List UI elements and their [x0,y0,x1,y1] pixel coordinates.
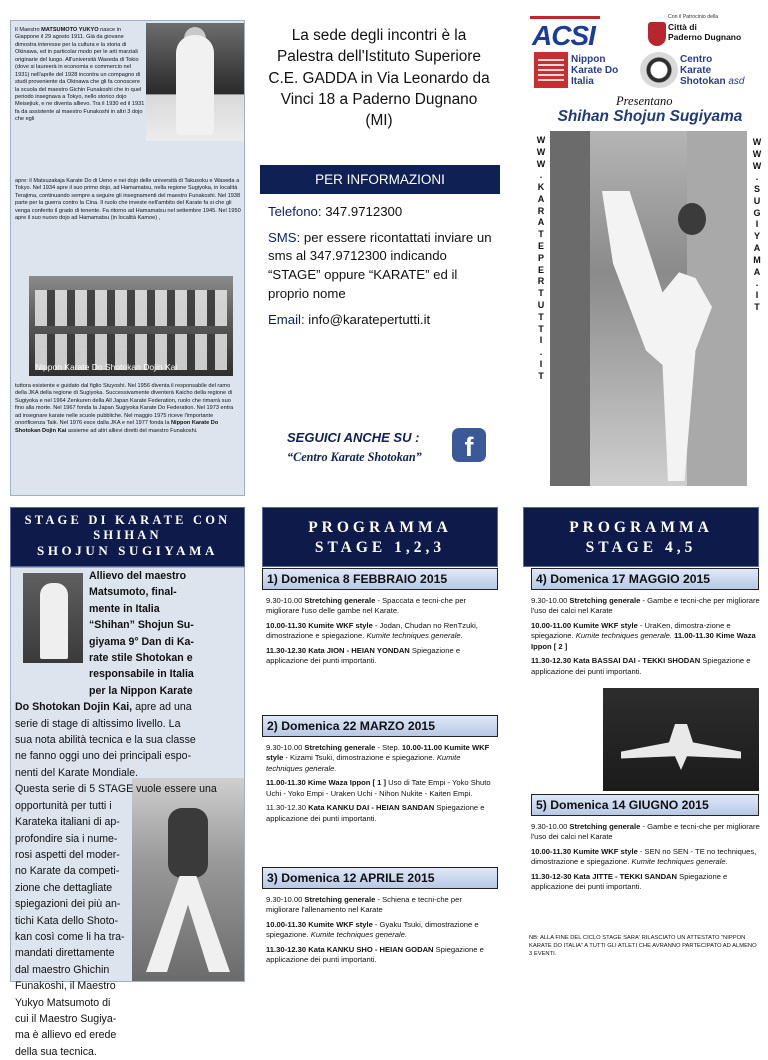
session-line: 11.30-12.30 Kata BASSAI DAI - TEKKI SHODAN Spiegazione e applicazione dei punti importanti. [531,656,751,676]
sms-label: SMS: [268,229,301,245]
program-header-title: PROGRAMMA [308,519,452,536]
intro-line: ne fanno oggi uno dei principali espo- [15,750,192,763]
session-line: 9.30-10.00 Stretching generale - Schiena e tecni-che per migliorare l'allenamento nel Karate [266,895,462,915]
intro-line: Allievo del maestro [89,570,187,582]
session-line: 9.30-10.00 Stretching generale - Gambe e tecni-che per migliorare l'uso dei calci nel Karate [531,822,760,842]
session-line: 10.00-11.30 Kumite WKF style - Gyaku Tsuki, dimostrazione e spiegazione. Kumite techniques generale. [266,919,479,940]
intro-line: nenti del Karate Mondiale. [15,766,139,779]
intro-line: dal maestro Ghichin [15,963,110,976]
stage-5-title: 5) Domenica 14 GIUGNO 2015 [531,794,759,816]
nippon-karate-name: Nippon Karate Do Italia [571,54,619,88]
phone-number[interactable]: 347.9712300 [321,204,403,219]
intro-line: rate stile Shotokan e [89,652,193,665]
session-line: 9.30-10.00 Stretching generale - Gambe e tecni-che per migliorare l'uso dei calci nel Karate [531,596,760,616]
stage-3-sessions [266,895,494,970]
group-photo-caption: Nippon Karate Do Shotokan Dojin Kai [35,362,178,372]
centro-karate-name: Centro Karate Shotokan asd [680,54,745,88]
vertical-url-right[interactable]: W W W . S U G I Y A M A . I T [752,137,762,312]
venue-text: La sede degli incontri è la Palestra dell'Istituto Superiore C.E. GADDA in Via Leonardo da Vinci 18 a Paderno Dugnano (MI) [268,27,490,129]
city-name: Città di Paderno Dugnano [668,22,742,42]
intro-line: responsabile in Italia [89,668,194,681]
session-line: 11.30-12.30 Kata KANKU SHO - HEIAN GODAN Spiegazione e applicazione dei punti importanti. [266,944,484,965]
intro-panel [10,567,245,1058]
intro-header [10,507,245,567]
intro-line: Matsumoto, final- [89,586,177,599]
session-line: 11.30-12-30 Kata JITTE - TEKKI SANDAN Spiegazione e applicazione dei punti importanti. [531,871,728,892]
acsi-logo: ACSI [530,14,600,48]
stage-2-title: 2) Domenica 22 MARZO 2015 [262,715,498,737]
program-header-stages: STAGE 4,5 [585,539,697,556]
session-line: 10.00-11.30 Kumite WKF style - Jodan, Chudan no RenTzuki, dimostrazione e spiegazione. Kumite techniques generale. [266,620,478,641]
intro-line: no Karate da competi- [15,865,120,878]
high-kick-photo [550,131,747,486]
intro-line: Karateka italiani di ap- [15,816,120,829]
city-crest-icon [648,22,666,46]
nippon-karate-logo [534,52,568,88]
intro-line: tichi Kata dello Shoto- [15,914,119,927]
vertical-url-left[interactable]: W W W . K A R A T E P E R T U T T I . I T [536,135,546,381]
intro-line: mente in Italia [89,602,160,615]
shihan-title: Shihan Shojun Sugiyama [557,108,743,125]
matsumoto-portrait-photo [146,23,244,141]
session-line: 10.00-11.30 Kumite WKF style - SEN no SEN - TE no techniques, dimostrazione e spiegazione. Kumite techniques generale. [531,846,757,867]
stage-2-sessions [266,743,494,828]
presentano-label: Presentano [616,94,673,108]
intro-line: serie di stage di altissimo livello. La [15,717,181,730]
session-line: 9.30-10.00 Stretching generale - Spaccata e tecni-che per migliorare l'uso delle gambe nel Karate. [266,596,467,616]
stage-5-sessions [531,822,763,897]
session-line: 11.30-12.30 Kata KANKU DAI - HEIAN SANDAN Spiegazione e applicazione dei punti importanti. [266,803,485,823]
intro-line: cui il Maestro Sugiya- [15,1012,117,1025]
intro-line: per la Nippon Karate [89,684,193,697]
program-header-stage-4-5 [523,507,759,567]
intro-header-line-2: SHIHAN [93,528,162,542]
stage-1-sessions [266,596,494,671]
intro-line: sua nota abilità tecnica e la sua classe [15,734,196,747]
centro-karate-logo [640,52,678,88]
stage-1-title: 1) Domenica 8 FEBBRAIO 2015 [262,568,498,590]
intro-line: Questa serie di 5 STAGE vuole essere una [15,783,217,796]
stage-4-title: 4) Domenica 17 MAGGIO 2015 [531,568,759,590]
program-header-stages: STAGE 1,2,3 [314,539,446,556]
program-header-title: PROGRAMMA [569,519,713,536]
bio-panel [10,20,245,496]
intro-line: spiegazioni dei più an- [15,898,121,911]
bio-paragraph-1: Il Maestro MATSUMOTO YUKYO nasce in Giappone il 29 agosto 1911. Già da giovane dimostra interesse per la cultura e la storia di Okinawa, ed in particolar modo per le arti marziali originarie del luogo. All'università Waseda di Tokio (dove si laureerà in economia e commercio nel 1931) nell'aprile del 1928 incontra un compagno di studi proveniente da Okinawa che gli fa conoscere la scuola del maestro Gichin Funakoshi che in quel periodo insegnava a Tokyo, nello storico dojo Meisejiuk, e ne diventa allievo. Tra il 1930 ed il 1931 fa da assistente al maestro Funakoshi in altri 3 dojo che egli [15,27,145,123]
intro-line: giyama 9° Dan di Ka- [89,635,194,648]
intro-line: Yukyo Matsumoto di [15,996,111,1009]
intro-line: rosi aspetti del moder- [15,848,120,861]
info-header: PER INFORMAZIONI [260,165,500,194]
intro-line: profondire sia i nume- [15,832,118,845]
bio-paragraph-3: tuttora esistente e guidato dal figlio Stuyoshi. Nel 1956 diventa il responsabile del ramo della JKA della regione di Sugiyoka. Successivamente diventerà Kaicho della regione di Sugiyoka e nel 1964 Zenkuren della All Japan Karate Federation, ruolo che rimarrà suo fino alla morte. Nel 1967 fonda la Japan Sugiyoka Karate Do Federation. Nel 1973 entra ad insegnare karate nelle scuole pubbliche. Nel maggio 1975 riceve l'importante onorificenza Taik. Nel 1976 esce dalla JKA e nel 1977 fonda la Nippon Karate Do Shotokan Dojin Kai assieme ad altri allievi diretti del maestro Funakoshi. [15,383,234,434]
bio-paragraph-2: apre: il Matsuzakaja Karate Do di Ueno e nei dojo delle università di Takusoku e Waseda a Tokyo. Nel 1934 apre il suo primo dojo, ad Hamamatsu, nella regione Sugiyoka, in località Terajima, continuando sempre a seguire gli insegnamenti del maestro Funakoshi. Nel 1938 parte per la guerra contro la Cina. Il ruolo che investe nell'ambito del Karate fa si che gli venga conferito il grado di tenente. Fa ritorno ad Hamamatsu nel settembre 1945. Nel 1950 apre il suo nuovo dojo ad Hamamatsu (in località Kamoe) , [15,178,241,222]
email-label: Email: [268,311,305,327]
stage-3-title: 3) Domenica 12 APRILE 2015 [262,867,498,889]
intro-line: Do Shotokan Dojin Kai, apre ad una [15,701,192,714]
sms-text: per essere ricontattati inviare un sms al 347.9712300 indicando “STAGE” oppure “KARATE” ed il proprio nome [268,229,492,301]
follow-title: SEGUICI ANCHE SU : [287,430,420,445]
kata-split-photo [603,688,759,791]
intro-line: opportunità per tutti i [15,799,112,812]
stage-4-sessions [531,596,763,681]
dojo-group-photo [29,276,233,376]
session-line: 11.30-12.30 Kata JION - HEIAN YONDAN Spiegazione e applicazione dei punti importanti. [266,645,461,666]
intro-line: kan così come li ha tra- [15,930,125,943]
intro-header-line-1: STAGE DI KARATE CON [24,513,231,527]
email-address[interactable]: info@karatepertutti.it [304,311,431,327]
intro-line: della sua tecnica. [15,1045,97,1058]
phone-label: Telefono: [268,204,322,219]
intro-text [15,568,241,1060]
intro-line: “Shihan” Shojun Su- [89,619,194,632]
intro-line: zione che dettagliate [15,881,113,894]
session-line: 10.00-11.00 Kumite WKF style - UraKen, dimostra-zione e spiegazione. Kumite techniques generale. 11.00-11.30 Kime Waza Ippon [ 2 ] [531,620,756,651]
session-line: 9.30-10.00 Stretching generale - Step. 10.00-11.00 Kumite WKF style - Kizami Tsuki, dimostrazione e spiegazione. Kumite techniques generale. [266,743,490,773]
patronage-label: Con il Patrocinio della [668,14,719,20]
intro-line: ma è allievo ed erede [15,1029,117,1042]
session-line: 11.00-11.30 Kime Waza Ippon [ 1 ] Uso di Tate Empi - Yoko Shuto Uchi - Yoko Empi - Uraken Uchi - Nihon Nukite - Kaiten Empi. [266,778,491,798]
intro-header-line-3: SHOJUN SUGIYAMA [36,543,218,558]
facebook-icon[interactable]: f [452,428,486,462]
follow-subtitle: “Centro Karate Shotokan” [287,450,422,464]
program-header-stage-1-3 [262,507,498,567]
intro-line: mandati direttamente [15,947,115,960]
contact-block [268,203,498,336]
nb-note: NB: ALLA FINE DEL CICLO STAGE SARA' RILASCIATO UN ATTESTATO “NIPPON KARATE DO ITALIA” A TUTTI GLI ATLETI CHE AVRANNO PARTECIPATO AD ALMENO 3 EVENTI. [529,935,757,958]
intro-line: Funakoshi, il Maestro [15,980,116,993]
